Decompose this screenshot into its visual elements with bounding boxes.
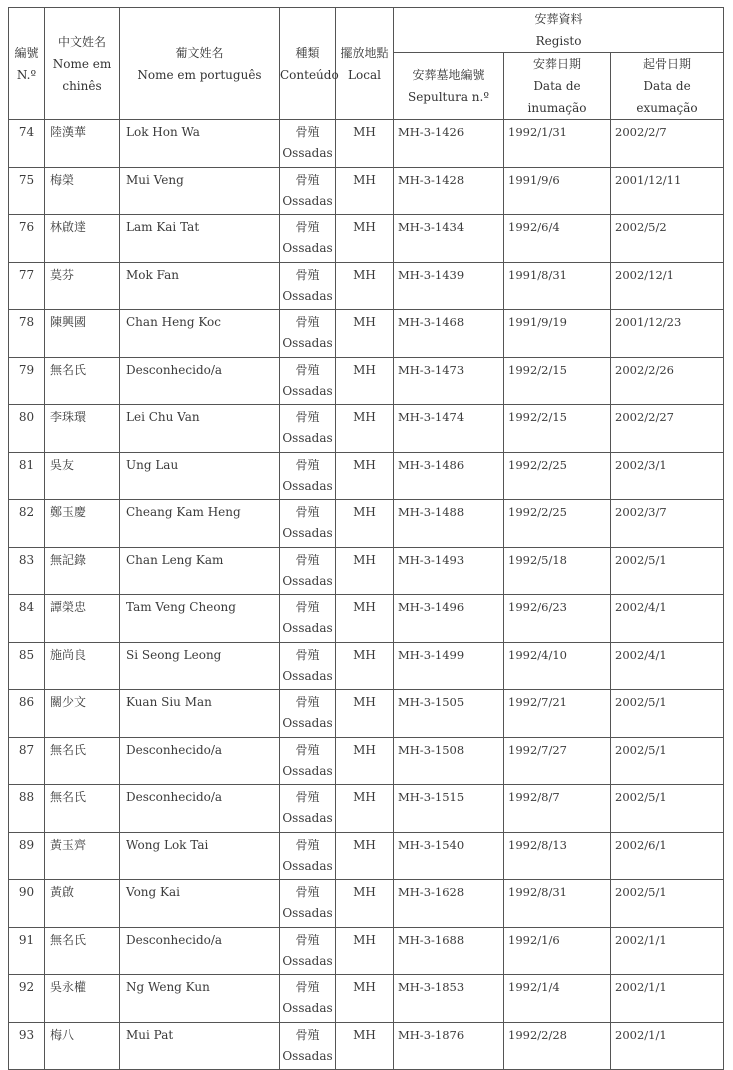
location: MH: [336, 690, 394, 738]
exhumation-date: 2002/5/2: [611, 215, 724, 263]
content-type-zh: 骨殖: [295, 932, 320, 947]
exhumation-date: 2001/12/23: [611, 310, 724, 358]
table-row: [9, 1022, 724, 1070]
content-type: [280, 547, 336, 595]
row-number: 80: [9, 405, 45, 453]
content-type: [280, 642, 336, 690]
content-type: [280, 310, 336, 358]
portuguese-name: Wong Lok Tai: [120, 832, 280, 880]
chinese-name: 關少文: [45, 690, 120, 738]
content-type-zh: 骨殖: [295, 552, 320, 567]
table-row: [9, 737, 724, 785]
grave-number: MH-3-1426: [394, 120, 504, 168]
grave-number: MH-3-1499: [394, 642, 504, 690]
location: MH: [336, 120, 394, 168]
header-chinese-name: 中文姓名 Nome em chinês: [45, 8, 120, 120]
grave-number: MH-3-1876: [394, 1022, 504, 1070]
location: MH: [336, 547, 394, 595]
burial-date: 1992/6/4: [504, 215, 611, 263]
exhumation-date: 2001/12/11: [611, 167, 724, 215]
grave-number: MH-3-1439: [394, 262, 504, 310]
grave-number: MH-3-1473: [394, 357, 504, 405]
content-type-pt: Ossadas: [282, 431, 333, 445]
header-burial-date: 安葬日期 Data de inumação: [504, 53, 611, 120]
exhumation-date: 2002/6/1: [611, 832, 724, 880]
chinese-name: 林啟達: [45, 215, 120, 263]
table-row: [9, 500, 724, 548]
content-type: [280, 120, 336, 168]
portuguese-name: Desconhecido/a: [120, 357, 280, 405]
exhumation-date: 2002/4/1: [611, 642, 724, 690]
row-number: 86: [9, 690, 45, 738]
burial-date: 1992/2/25: [504, 452, 611, 500]
portuguese-name: Lei Chu Van: [120, 405, 280, 453]
content-type: [280, 975, 336, 1023]
burial-date: 1992/7/27: [504, 737, 611, 785]
exhumation-date: 2002/5/1: [611, 690, 724, 738]
location: MH: [336, 310, 394, 358]
burial-date: 1991/8/31: [504, 262, 611, 310]
exhumation-date: 2002/5/1: [611, 880, 724, 928]
location: MH: [336, 927, 394, 975]
content-type-zh: 骨殖: [295, 172, 320, 187]
content-type-zh: 骨殖: [295, 315, 320, 329]
exhumation-date: 2002/5/1: [611, 785, 724, 833]
location: MH: [336, 452, 394, 500]
portuguese-name: Tam Veng Cheong: [120, 595, 280, 643]
row-number: 78: [9, 310, 45, 358]
table-row: [9, 785, 724, 833]
content-type-zh: 骨殖: [295, 695, 320, 709]
table-row: [9, 832, 724, 880]
content-type: [280, 927, 336, 975]
chinese-name: 無名氏: [45, 785, 120, 833]
portuguese-name: Desconhecido/a: [120, 927, 280, 975]
content-type: [280, 832, 336, 880]
header-registo: 安葬資料 Registo: [394, 8, 724, 53]
burial-date: 1991/9/6: [504, 167, 611, 215]
exhumation-table: [8, 7, 724, 1070]
exhumation-date: 2002/1/1: [611, 927, 724, 975]
row-number: 82: [9, 500, 45, 548]
table-row: [9, 975, 724, 1023]
grave-number: MH-3-1493: [394, 547, 504, 595]
table-row: [9, 215, 724, 263]
portuguese-name: Mui Pat: [120, 1022, 280, 1070]
content-type-zh: 骨殖: [295, 742, 320, 757]
grave-number: MH-3-1468: [394, 310, 504, 358]
content-type-zh: 骨殖: [295, 837, 320, 852]
grave-number: MH-3-1496: [394, 595, 504, 643]
burial-date: 1992/1/31: [504, 120, 611, 168]
exhumation-date: 2002/4/1: [611, 595, 724, 643]
content-type-zh: 骨殖: [295, 410, 320, 424]
portuguese-name: Ng Weng Kun: [120, 975, 280, 1023]
row-number: 89: [9, 832, 45, 880]
header-portuguese-name: 葡文姓名 Nome em português: [120, 8, 280, 120]
content-type-pt: Ossadas: [282, 716, 333, 730]
exhumation-date: 2002/2/27: [611, 405, 724, 453]
row-number: 83: [9, 547, 45, 595]
exhumation-date: 2002/3/7: [611, 500, 724, 548]
chinese-name: 吳永權: [45, 975, 120, 1023]
burial-date: 1991/9/19: [504, 310, 611, 358]
content-type-zh: 骨殖: [295, 220, 320, 234]
header-content: 種類 Conteúdo: [280, 8, 336, 120]
row-number: 76: [9, 215, 45, 263]
table-row: [9, 595, 724, 643]
header-number: 編號 N.º: [9, 8, 45, 120]
location: MH: [336, 357, 394, 405]
content-type-pt: Ossadas: [282, 858, 333, 873]
exhumation-date: 2002/5/1: [611, 737, 724, 785]
row-number: 91: [9, 927, 45, 975]
grave-number: MH-3-1486: [394, 452, 504, 500]
content-type-zh: 骨殖: [295, 505, 320, 519]
portuguese-name: Chan Leng Kam: [120, 547, 280, 595]
location: MH: [336, 167, 394, 215]
row-number: 79: [9, 357, 45, 405]
content-type-zh: 骨殖: [295, 267, 320, 282]
header-grave-number: 安葬墓地編號 Sepultura n.º: [394, 53, 504, 120]
chinese-name: 施尚良: [45, 642, 120, 690]
portuguese-name: Ung Lau: [120, 452, 280, 500]
table-row: [9, 927, 724, 975]
content-type-zh: 骨殖: [295, 362, 320, 377]
content-type-pt: Ossadas: [282, 763, 333, 778]
row-number: 92: [9, 975, 45, 1023]
table-header: [9, 8, 724, 120]
content-type-pt: Ossadas: [282, 811, 333, 825]
grave-number: MH-3-1853: [394, 975, 504, 1023]
portuguese-name: Desconhecido/a: [120, 737, 280, 785]
burial-date: 1992/2/15: [504, 357, 611, 405]
grave-number: MH-3-1515: [394, 785, 504, 833]
content-type: [280, 737, 336, 785]
grave-number: MH-3-1434: [394, 215, 504, 263]
table-row: [9, 547, 724, 595]
chinese-name: 黃啟: [45, 880, 120, 928]
location: MH: [336, 642, 394, 690]
burial-date: 1992/8/31: [504, 880, 611, 928]
location: MH: [336, 500, 394, 548]
content-type-zh: 骨殖: [295, 647, 320, 662]
location: MH: [336, 262, 394, 310]
chinese-name: 無名氏: [45, 927, 120, 975]
burial-date: 1992/6/23: [504, 595, 611, 643]
table-row: [9, 452, 724, 500]
row-number: 93: [9, 1022, 45, 1070]
burial-date: 1992/2/15: [504, 405, 611, 453]
row-number: 85: [9, 642, 45, 690]
content-type: [280, 500, 336, 548]
chinese-name: 梅榮: [45, 167, 120, 215]
header-location: 擺放地點 Local: [336, 8, 394, 120]
content-type: [280, 785, 336, 833]
portuguese-name: Chan Heng Koc: [120, 310, 280, 358]
content-type-zh: 骨殖: [295, 600, 320, 614]
table-row: [9, 120, 724, 168]
content-type-zh: 骨殖: [295, 885, 320, 899]
table-row: [9, 262, 724, 310]
location: MH: [336, 737, 394, 785]
location: MH: [336, 880, 394, 928]
exhumation-date: 2002/2/7: [611, 120, 724, 168]
row-number: 75: [9, 167, 45, 215]
portuguese-name: Si Seong Leong: [120, 642, 280, 690]
burial-date: 1992/7/21: [504, 690, 611, 738]
portuguese-name: Mui Veng: [120, 167, 280, 215]
location: MH: [336, 595, 394, 643]
burial-date: 1992/5/18: [504, 547, 611, 595]
location: MH: [336, 1022, 394, 1070]
content-type-pt: Ossadas: [282, 383, 333, 398]
row-number: 90: [9, 880, 45, 928]
chinese-name: 陳興國: [45, 310, 120, 358]
content-type-pt: Ossadas: [282, 193, 333, 208]
row-number: 84: [9, 595, 45, 643]
content-type-zh: 骨殖: [295, 125, 320, 139]
grave-number: MH-3-1474: [394, 405, 504, 453]
location: MH: [336, 785, 394, 833]
portuguese-name: Lam Kai Tat: [120, 215, 280, 263]
chinese-name: 莫芬: [45, 262, 120, 310]
grave-number: MH-3-1488: [394, 500, 504, 548]
exhumation-date: 2002/2/26: [611, 357, 724, 405]
content-type: [280, 1022, 336, 1070]
content-type-pt: Ossadas: [282, 1048, 333, 1063]
burial-date: 1992/4/10: [504, 642, 611, 690]
content-type: [280, 690, 336, 738]
chinese-name: 無名氏: [45, 357, 120, 405]
table-row: [9, 310, 724, 358]
chinese-name: 陸漢華: [45, 120, 120, 168]
portuguese-name: Desconhecido/a: [120, 785, 280, 833]
portuguese-name: Lok Hon Wa: [120, 120, 280, 168]
grave-number: MH-3-1628: [394, 880, 504, 928]
portuguese-name: Kuan Siu Man: [120, 690, 280, 738]
content-type-pt: Ossadas: [282, 478, 333, 493]
burial-date: 1992/2/25: [504, 500, 611, 548]
grave-number: MH-3-1505: [394, 690, 504, 738]
content-type-pt: Ossadas: [282, 241, 333, 255]
grave-number: MH-3-1688: [394, 927, 504, 975]
chinese-name: 譚榮忠: [45, 595, 120, 643]
header-exhumation-date: 起骨日期 Data de exumação: [611, 53, 724, 120]
content-type: [280, 262, 336, 310]
chinese-name: 鄭玉慶: [45, 500, 120, 548]
chinese-name: 李珠環: [45, 405, 120, 453]
content-type-zh: 骨殖: [295, 457, 320, 472]
table-row: [9, 405, 724, 453]
exhumation-date: 2002/1/1: [611, 975, 724, 1023]
exhumation-date: 2002/12/1: [611, 262, 724, 310]
chinese-name: 梅八: [45, 1022, 120, 1070]
table-body: [9, 120, 724, 1070]
content-type-pt: Ossadas: [282, 953, 333, 968]
location: MH: [336, 215, 394, 263]
row-number: 74: [9, 120, 45, 168]
location: MH: [336, 975, 394, 1023]
content-type: [280, 452, 336, 500]
document-page: [8, 7, 723, 1070]
chinese-name: 吳友: [45, 452, 120, 500]
row-number: 77: [9, 262, 45, 310]
burial-date: 1992/8/13: [504, 832, 611, 880]
row-number: 87: [9, 737, 45, 785]
content-type: [280, 405, 336, 453]
grave-number: MH-3-1540: [394, 832, 504, 880]
content-type-zh: 骨殖: [295, 790, 320, 804]
row-number: 88: [9, 785, 45, 833]
row-number: 81: [9, 452, 45, 500]
grave-number: MH-3-1508: [394, 737, 504, 785]
content-type-pt: Ossadas: [282, 668, 333, 683]
burial-date: 1992/2/28: [504, 1022, 611, 1070]
content-type-zh: 骨殖: [295, 1027, 320, 1042]
portuguese-name: Vong Kai: [120, 880, 280, 928]
content-type-pt: Ossadas: [282, 336, 333, 350]
location: MH: [336, 832, 394, 880]
location: MH: [336, 405, 394, 453]
exhumation-date: 2002/3/1: [611, 452, 724, 500]
burial-date: 1992/1/4: [504, 975, 611, 1023]
content-type: [280, 880, 336, 928]
content-type-pt: Ossadas: [282, 621, 333, 635]
table-row: [9, 880, 724, 928]
exhumation-date: 2002/1/1: [611, 1022, 724, 1070]
content-type-pt: Ossadas: [282, 906, 333, 920]
exhumation-date: 2002/5/1: [611, 547, 724, 595]
content-type: [280, 595, 336, 643]
burial-date: 1992/8/7: [504, 785, 611, 833]
portuguese-name: Mok Fan: [120, 262, 280, 310]
grave-number: MH-3-1428: [394, 167, 504, 215]
content-type-pt: Ossadas: [282, 526, 333, 540]
chinese-name: 無名氏: [45, 737, 120, 785]
content-type-pt: Ossadas: [282, 146, 333, 160]
table-row: [9, 642, 724, 690]
table-row: [9, 690, 724, 738]
chinese-name: 黃玉齊: [45, 832, 120, 880]
table-row: [9, 167, 724, 215]
content-type: [280, 167, 336, 215]
content-type-pt: Ossadas: [282, 288, 333, 303]
content-type-pt: Ossadas: [282, 573, 333, 588]
content-type-zh: 骨殖: [295, 980, 320, 994]
content-type: [280, 215, 336, 263]
portuguese-name: Cheang Kam Heng: [120, 500, 280, 548]
table-row: [9, 357, 724, 405]
content-type-pt: Ossadas: [282, 1001, 333, 1015]
content-type: [280, 357, 336, 405]
chinese-name: 無記錄: [45, 547, 120, 595]
burial-date: 1992/1/6: [504, 927, 611, 975]
